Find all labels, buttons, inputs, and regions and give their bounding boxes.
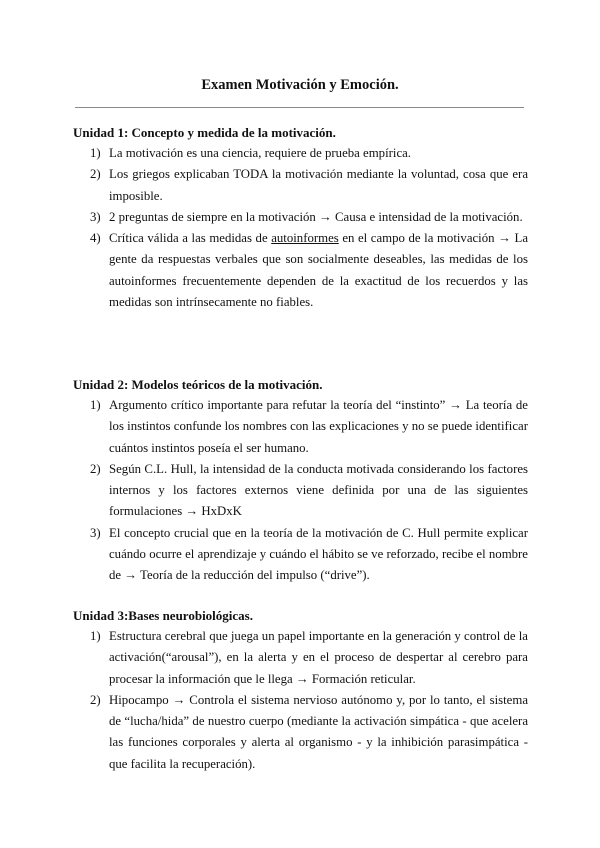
list-item [73, 228, 528, 313]
unit-3-list [73, 626, 528, 775]
item-number: 3) [90, 525, 101, 540]
item-text: Argumento crítico importante para refutar la teoría del “instinto” → La teoría de los instintos confunde los nombres con las explicaciones y no se puede identificar cuántos instintos poseía el ser humano. [109, 398, 528, 455]
title-divider [75, 107, 524, 108]
unit-1-list [73, 143, 528, 313]
item-number: 2) [90, 692, 101, 707]
item-number: 3) [90, 209, 101, 224]
item-text: La motivación es una ciencia, requiere de prueba empírica. [109, 146, 412, 160]
unit-1-section [73, 123, 528, 313]
underlined-term: autoinformes [271, 231, 339, 246]
unit-3-heading: Unidad 3:Bases neurobiológicas. [73, 608, 253, 623]
unit-3-section [73, 606, 528, 775]
item-text-after: en el campo de la motivación → La gente da respuestas verbales que son socialmente deseables, las medidas de los autoinformes frecuentemente dependen de la exactitud de los recuerdos y las medidas son intrínsecamente no fiables. [109, 231, 528, 310]
item-number: 1) [90, 146, 101, 160]
item-text: Hipocampo → Controla el sistema nervioso autónomo y, por lo tanto, el sistema de “lucha/hida” de nuestro cuerpo (mediante la activación simpática - que acelera las funciones corporales y alerta al organismo - y la inhibición parasimpática - que facilita la recuperación). [109, 692, 528, 771]
document-title: Examen Motivación y Emoción. [201, 77, 399, 93]
unit-2-section [73, 375, 528, 587]
item-text: Según C.L. Hull, la intensidad de la conducta motivada considerando los factores internos y los factores externos viene definida por una de las siguientes formulaciones → HxDxK [109, 461, 528, 519]
list-item [73, 459, 528, 523]
list-item [73, 690, 528, 775]
item-number: 1) [90, 629, 101, 643]
unit-2-list [73, 395, 528, 587]
list-item [73, 626, 528, 690]
list-item [73, 207, 528, 228]
unit-1-heading: Unidad 1: Concepto y medida de la motivación. [73, 125, 336, 140]
item-number: 2) [90, 461, 101, 476]
list-item [73, 164, 528, 207]
list-item [73, 523, 528, 587]
item-text: Estructura cerebral que juega un papel importante en la generación y control de la activación(“arousal”), en la alerta y en el proceso de despertar al cerebro para procesar la información que le llega → Formación reticular. [109, 629, 528, 686]
item-number: 4) [90, 231, 101, 246]
item-text: 2 preguntas de siempre en la motivación → Causa e intensidad de la motivación. [109, 209, 523, 224]
item-number: 2) [90, 167, 101, 182]
unit-2-heading: Unidad 2: Modelos teóricos de la motivación. [73, 377, 323, 392]
list-item [73, 143, 528, 164]
item-text: Los griegos explicaban TODA la motivación mediante la voluntad, cosa que era imposible. [109, 167, 528, 203]
item-text: El concepto crucial que en la teoría de la motivación de C. Hull permite explicar cuándo ocurre el aprendizaje y cuándo el hábito se ve reforzado, recibe el nombre de → Teoría de la reducción del impulso (“drive”). [109, 525, 528, 583]
item-text-before: Crítica válida a las medidas de [109, 231, 272, 246]
list-item [73, 395, 528, 459]
item-number: 1) [90, 398, 101, 412]
